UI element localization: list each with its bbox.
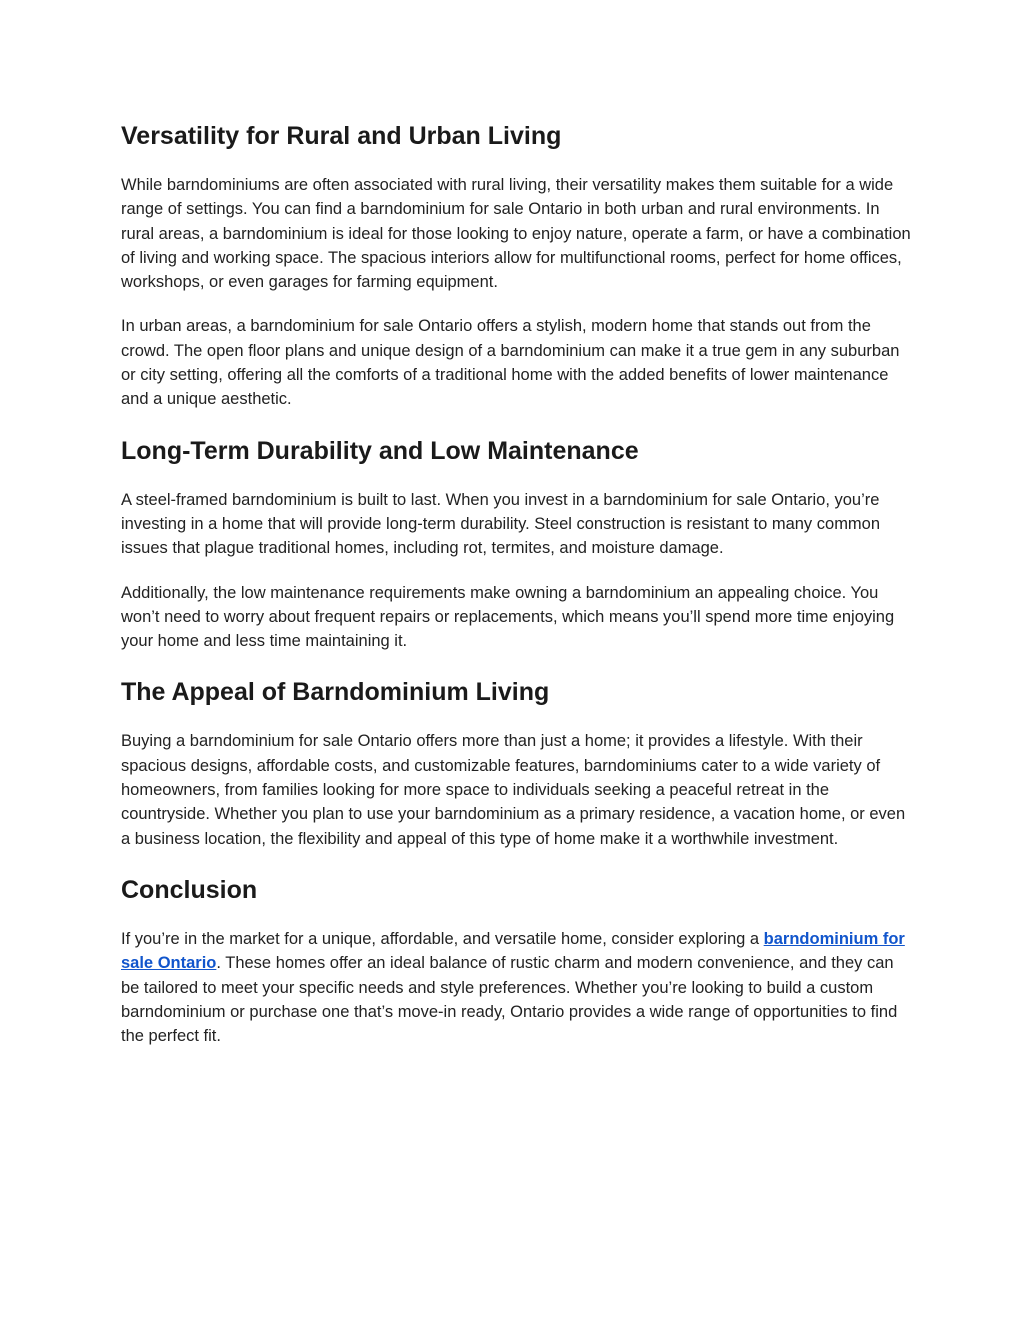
section-heading-appeal: The Appeal of Barndominium Living <box>121 678 550 707</box>
section-heading-versatility: Versatility for Rural and Urban Living <box>121 122 562 150</box>
section-heading-durability: Long-Term Durability and Low Maintenance <box>121 436 639 465</box>
paragraph-versatility-urban: In urban areas, a barndominium for sale Ontario offers a stylish, modern home that stands out from the crowd. The open floor plans and unique design of a barndominium can make it a true gem in any suburban or city setting, offering all the comforts of a traditional home with the added benefits of lower maintenance and a unique aesthetic. <box>121 317 900 409</box>
barndominium-for-sale-ontario-link[interactable]: barndominium for sale Ontario <box>121 929 905 973</box>
conclusion-text-after-link: . These homes offer an ideal balance of rustic charm and modern convenience, and they can be tailored to meet your specific needs and style preferences. Whether you’re looking to build a custom barndominium or purchase one that’s move-in ready, Ontario provides a wide range of opportunities to find the perfect fit. <box>121 954 898 1046</box>
conclusion-text-before-link: If you’re in the market for a unique, affordable, and versatile home, consider exploring a <box>121 929 764 948</box>
section-heading-conclusion: Conclusion <box>121 875 258 904</box>
document-page <box>121 118 911 1048</box>
paragraph-conclusion <box>121 927 911 1048</box>
paragraph-versatility-rural: While barndominiums are often associated with rural living, their versatility makes them suitable for a wide range of settings. You can find a barndominium for sale Ontario in both urban and rural environments. In rural areas, a barndominium is ideal for those looking to enjoy nature, operate a farm, or have a combination of living and working space. The spacious interiors allow for multifunctional rooms, perfect for home offices, workshops, or even garages for farming equipment. <box>121 176 911 292</box>
paragraph-appeal: Buying a barndominium for sale Ontario offers more than just a home; it provides a lifestyle. With their spacious designs, affordable costs, and customizable features, barndominiums cater to a wide variety of homeowners, from families looking for more space to individuals seeking a peaceful retreat in the countryside. Whether you plan to use your barndominium as a primary residence, a vacation home, or even a business location, the flexibility and appeal of this type of home make it a worthwhile investment. <box>121 732 906 848</box>
paragraph-durability-maintenance: Additionally, the low maintenance requirements make owning a barndominium an appealing choice. You won’t need to worry about frequent repairs or replacements, which means you’ll spend more time enjoying your home and less time maintaining it. <box>121 583 895 651</box>
paragraph-durability-steel: A steel-framed barndominium is built to last. When you invest in a barndominium for sale Ontario, you’re investing in a home that will provide long-term durability. Steel construction is resistant to many common issues that plague traditional homes, including rot, termites, and moisture damage. <box>121 490 881 558</box>
